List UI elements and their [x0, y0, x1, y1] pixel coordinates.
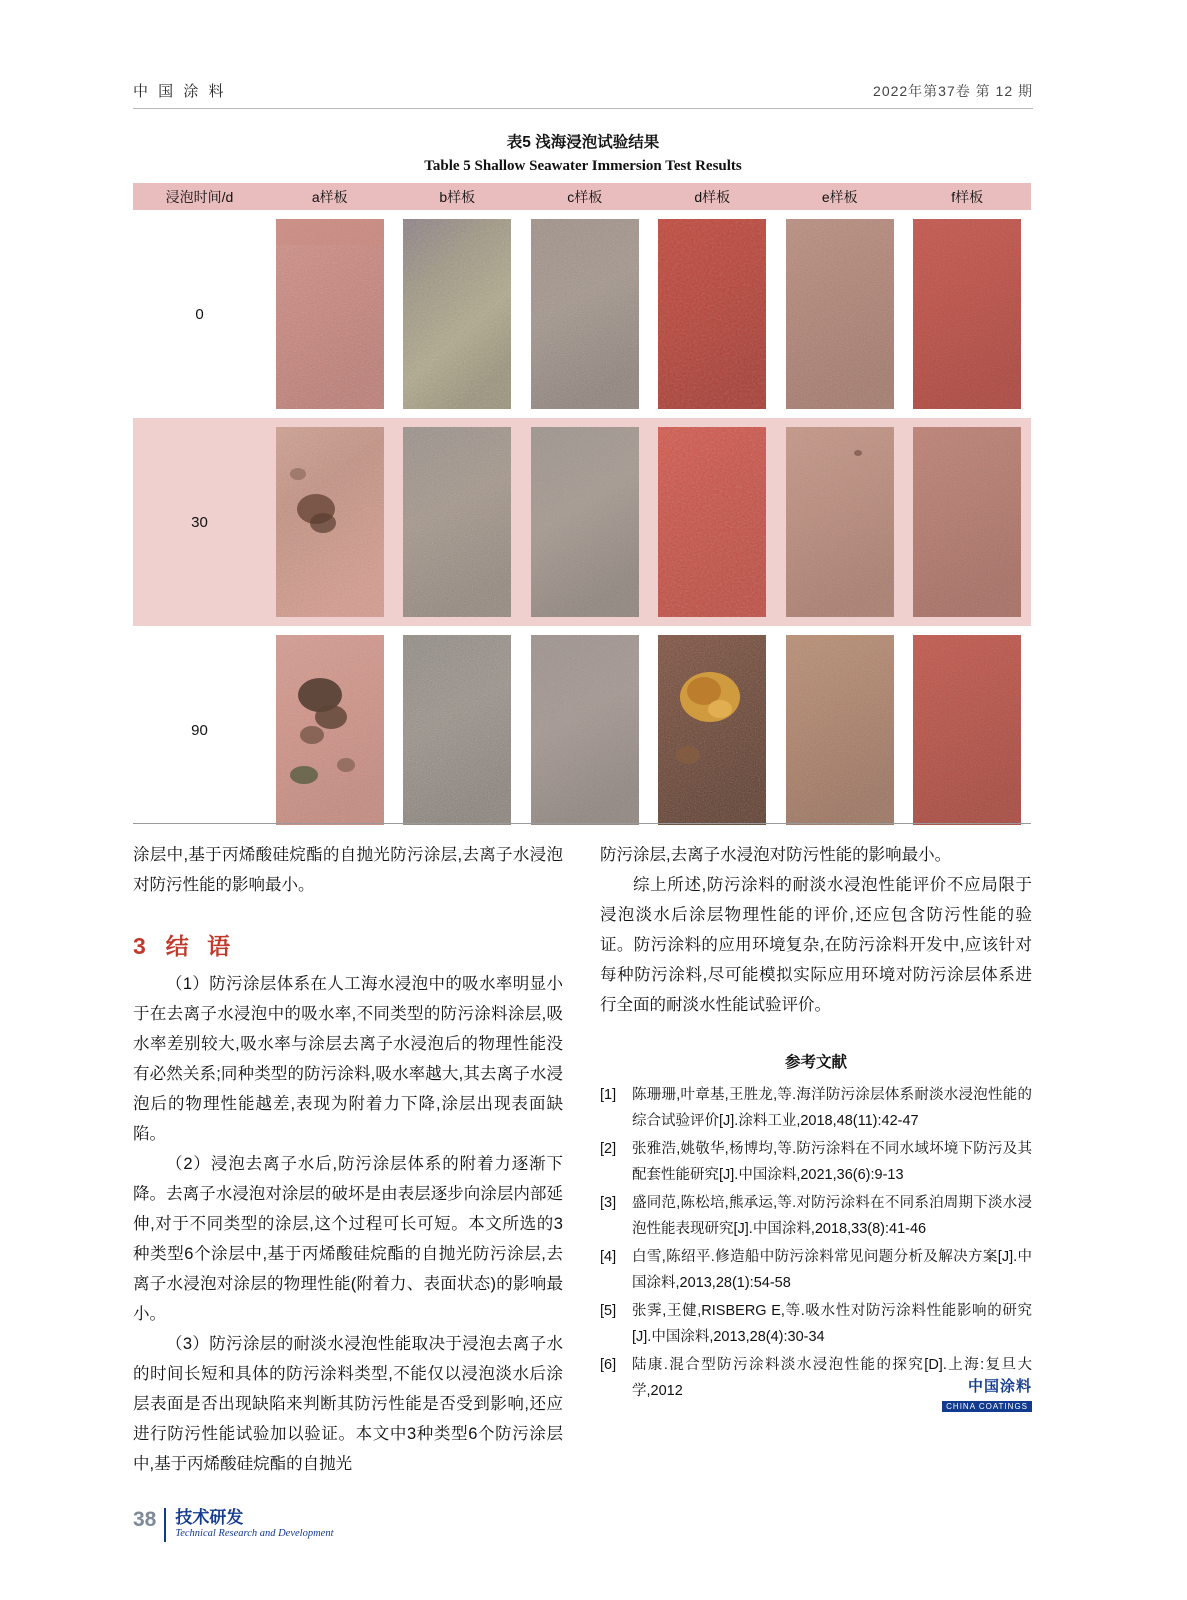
- sample-image-f-30: [913, 427, 1021, 617]
- sample-cell-f-30: [904, 418, 1032, 626]
- conclusion-paragraph-2: （2）浸泡去离子水后,防污涂层体系的附着力逐渐下降。去离子水浸泡对涂层的破坏是由表层逐步向涂层内部延伸,对于不同类型的涂层,这个过程可长可短。本文所选的3种类型6个涂层中,基于丙烯酸硅烷酯的自抛光防污涂层,去离子水浸泡对涂层的物理性能(附着力、表面状态)的影响最小。: [133, 1155, 563, 1323]
- section-title: 结 语: [165, 933, 237, 959]
- sample-image-d-0: [658, 219, 766, 409]
- sample-image-c-90: [531, 635, 639, 825]
- sample-cell-c-30: [521, 418, 649, 626]
- column-header-f: f样板: [951, 188, 984, 205]
- section-number: 3: [133, 933, 152, 959]
- sample-image-b-30: [403, 427, 511, 617]
- reference-index: [2]: [600, 1141, 617, 1157]
- sample-cell-d-30: [649, 418, 777, 626]
- reference-index: [3]: [600, 1195, 617, 1211]
- references-heading: 参考文献: [784, 1054, 847, 1071]
- right-text-column: [600, 840, 1032, 1411]
- row-label-time: 30: [191, 513, 208, 531]
- sample-cell-f-90: [904, 626, 1032, 834]
- sample-cell-f-0: [904, 210, 1032, 418]
- sample-cell-b-30: [394, 418, 522, 626]
- reference-item: [600, 1298, 1032, 1350]
- immersion-results-table: [133, 183, 1031, 834]
- publisher-logo: [942, 1375, 1032, 1414]
- column-header-a: a样板: [311, 188, 348, 205]
- reference-text: 白雪,陈绍平.修造船中防污涂料常见问题分析及解决方案[J].中国涂料,2013,28(1):54-58: [632, 1249, 1032, 1291]
- sample-cell-c-90: [521, 626, 649, 834]
- page-footer: [133, 1508, 334, 1542]
- table-caption-en: Table 5 Shallow Seawater Immersion Test Results: [424, 158, 742, 174]
- reference-index: [6]: [600, 1357, 617, 1373]
- sample-image-e-0: [786, 219, 894, 409]
- conclusion-paragraph-1: （1）防污涂层体系在人工海水浸泡中的吸水率明显小于在去离子水浸泡中的吸水率,不同类型的防污涂料涂层,吸水率差别较大,吸水率与涂层去离子水浸泡后的物理性能没有必然关系;同种类型的防污涂料,吸水率越大,其去离子水浸泡后的物理性能越差,表现为附着力下降,涂层出现表面缺陷。: [133, 975, 563, 1143]
- row-label-time: 90: [191, 721, 208, 739]
- reference-text: 张雅浩,姚敬华,杨博均,等.防污涂料在不同水域坏境下防污及其配套性能研究[J].中国涂料,2021,36(6):9-13: [632, 1141, 1032, 1183]
- sample-cell-e-90: [776, 626, 904, 834]
- journal-name: 中 国 涂 料: [133, 83, 227, 100]
- reference-text: 陆康.混合型防污涂料淡水浸泡性能的探究[D].上海:复旦大学,2012: [632, 1357, 1032, 1399]
- table-header-row: [133, 183, 1031, 210]
- reference-index: [1]: [600, 1087, 617, 1103]
- sample-image-d-90: [658, 635, 766, 825]
- sample-cell-a-0: [266, 210, 394, 418]
- sample-image-f-90: [913, 635, 1021, 825]
- sample-image-f-0: [913, 219, 1021, 409]
- row-label-time: 0: [195, 305, 204, 323]
- issue-info: 2022年第37卷 第 12 期: [873, 83, 1033, 99]
- sample-cell-a-30: [266, 418, 394, 626]
- sample-image-a-0: [276, 219, 384, 409]
- reference-index: [5]: [600, 1303, 617, 1319]
- footer-divider: [164, 1508, 166, 1542]
- column-header-time: 浸泡时间/d: [165, 188, 234, 205]
- sample-image-e-90: [786, 635, 894, 825]
- sample-image-a-90: [276, 635, 384, 825]
- table-row: [133, 418, 1031, 626]
- sample-cell-b-90: [394, 626, 522, 834]
- paragraph-continued-right: 防污涂层,去离子水浸泡对防污性能的影响最小。: [600, 846, 952, 864]
- table-caption-cn: 表5 浅海浸泡试验结果: [506, 134, 660, 151]
- footer-section-cn: 技术研发: [175, 1508, 244, 1527]
- logo-english-name: CHINA COATINGS: [942, 1401, 1032, 1412]
- reference-text: 陈珊珊,叶章基,王胜龙,等.海洋防污涂层体系耐淡水浸泡性能的综合试验评价[J].涂料工业,2018,48(11):42-47: [632, 1087, 1032, 1129]
- sample-image-b-0: [403, 219, 511, 409]
- section-heading: [133, 928, 563, 961]
- sample-image-b-90: [403, 635, 511, 825]
- running-head: [133, 80, 1033, 109]
- sample-cell-e-0: [776, 210, 904, 418]
- reference-text: 盛同范,陈松培,熊承运,等.对防污涂料在不同系泊周期下淡水浸泡性能表现研究[J].中国涂料,2018,33(8):41-46: [632, 1195, 1032, 1237]
- reference-item: [600, 1190, 1032, 1242]
- column-header-d: d样板: [694, 188, 731, 205]
- reference-item: [600, 1136, 1032, 1188]
- reference-index: [4]: [600, 1249, 617, 1265]
- sample-image-a-30: [276, 427, 384, 617]
- left-text-column: [133, 840, 563, 1479]
- conclusion-paragraph-4: 综上所述,防污涂料的耐淡水浸泡性能评价不应局限于浸泡淡水后涂层物理性能的评价,还应包含防污性能的验证。防污涂料的应用环境复杂,在防污涂料开发中,应该针对每种防污涂料,尽可能模拟实际应用环境对防污涂层体系进行全面的耐淡水性能试验评价。: [600, 876, 1032, 1014]
- references-list: [600, 1082, 1032, 1404]
- page-number: 38: [133, 1508, 157, 1531]
- column-header-b: b样板: [439, 188, 476, 205]
- column-header-e: e样板: [821, 188, 858, 205]
- sample-cell-c-0: [521, 210, 649, 418]
- footer-section-en: Technical Research and Development: [175, 1528, 334, 1539]
- sample-image-c-0: [531, 219, 639, 409]
- sample-cell-e-30: [776, 418, 904, 626]
- reference-item: [600, 1244, 1032, 1296]
- table-row: [133, 210, 1031, 418]
- sample-cell-d-0: [649, 210, 777, 418]
- reference-item: [600, 1082, 1032, 1134]
- sample-cell-a-90: [266, 626, 394, 834]
- reference-text: 张霁,王健,RISBERG E,等.吸水性对防污涂料性能影响的研究[J].中国涂料,2013,28(4):30-34: [632, 1303, 1032, 1345]
- paragraph-continued: 涂层中,基于丙烯酸硅烷酯的自抛光防污涂层,去离子水浸泡对防污性能的影响最小。: [133, 846, 563, 894]
- sample-image-d-30: [658, 427, 766, 617]
- sample-image-e-30: [786, 427, 894, 617]
- logo-chinese-name: 中国涂料: [967, 1378, 1032, 1395]
- sample-image-c-30: [531, 427, 639, 617]
- table-bottom-rule: [133, 823, 1031, 824]
- sample-cell-b-0: [394, 210, 522, 418]
- conclusion-paragraph-3: （3）防污涂层的耐淡水浸泡性能取决于浸泡去离子水的时间长短和具体的防污涂料类型,不能仅以浸泡淡水后涂层表面是否出现缺陷来判断其防污性能是否受到影响,还应进行防污性能试验加以验证。本文中3种类型6个防污涂层中,基于丙烯酸硅烷酯的自抛光: [133, 1335, 563, 1473]
- sample-cell-d-90: [649, 626, 777, 834]
- table-row: [133, 626, 1031, 834]
- column-header-c: c样板: [567, 188, 603, 205]
